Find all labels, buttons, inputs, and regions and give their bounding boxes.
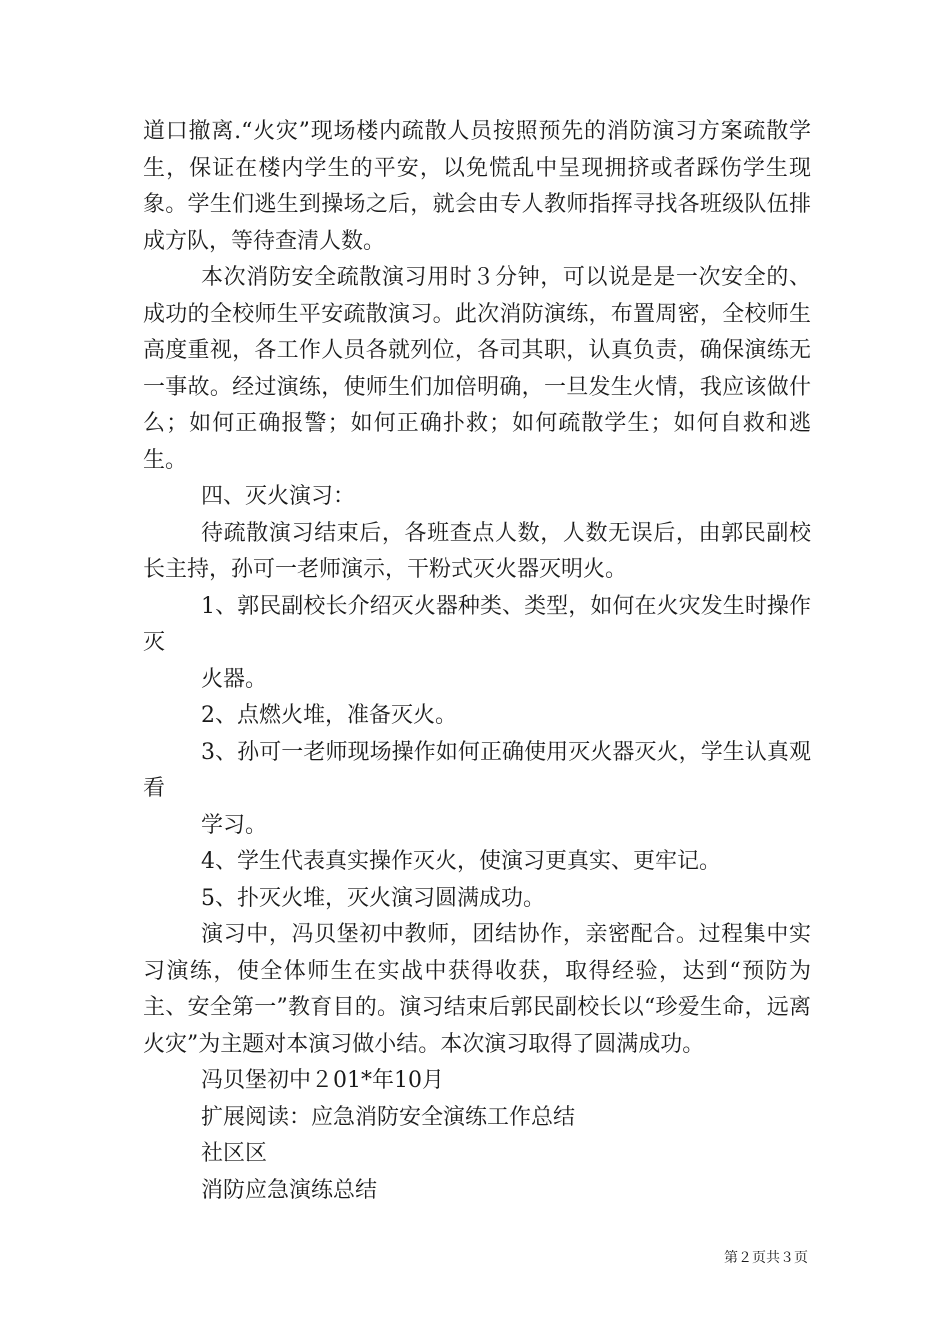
drill-summary-title: 消防应急演练总结	[201, 1177, 378, 1203]
page-number: 第２页共３页	[724, 1250, 808, 1266]
signature-line: 冯贝堡初中２01*年10月	[201, 1068, 444, 1093]
list-item-5: 5、扑灭火堆，灭火演习圆满成功。	[201, 885, 545, 911]
list-item-1: 1、郭民副校长介绍灭火器种类、类型，如何在火灾发生时操作灭	[143, 593, 811, 655]
list-item-2: 2、点燃火堆，准备灭火。	[201, 703, 457, 728]
community-line: 社区区	[201, 1141, 268, 1166]
list-item-1-continued: 火器。	[201, 666, 268, 692]
document-body	[143, 114, 811, 1209]
list-item-4: 4、学生代表真实操作灭火，使演习更真实、更牢记。	[201, 849, 721, 874]
extended-reading-line: 扩展阅读：应急消防安全演练工作总结	[201, 1104, 576, 1130]
section-heading-fire-drill: 四、灭火演习：	[201, 484, 356, 509]
paragraph-drill-intro: 待疏散演习结束后，各班查点人数，人数无误后，由郭民副校长主持，孙可一老师演示，干粉式灭火器灭明火。	[143, 520, 811, 582]
paragraph-conclusion: 演习中，冯贝堡初中教师，团结协作，亲密配合。过程集中实习演练，使全体师生在实战中获得收获，取得经验，达到“预防为主、安全第一”教育目的。演习结束后郭民副校长以“珍爱生命，远离火灾”为主题对本演习做小结。本次演习取得了圆满成功。	[143, 922, 811, 1057]
paragraph-summary: 本次消防安全疏散演习用时３分钟，可以说是是一次安全的、成功的全校师生平安疏散演习。此次消防演练，布置周密，全校师生高度重视，各工作人员各就列位，各司其职，认真负责，确保演练无一事故。经过演练，使师生们加倍明确，一旦发生火情，我应该做什么；如何正确报警；如何正确扑救；如何疏散学生；如何自救和逃生。	[143, 265, 811, 473]
list-item-3-continued: 学习。	[201, 812, 268, 838]
list-item-3: 3、孙可一老师现场操作如何正确使用灭火器灭火，学生认真观看	[143, 739, 811, 801]
paragraph-evacuation: 道口撤离.“火灾”现场楼内疏散人员按照预先的消防演习方案疏散学生，保证在楼内学生的平安，以免慌乱中呈现拥挤或者踩伤学生现象。学生们逃生到操场之后，就会由专人教师指挥寻找各班级队伍排成方队，等待查清人数。	[143, 119, 811, 254]
